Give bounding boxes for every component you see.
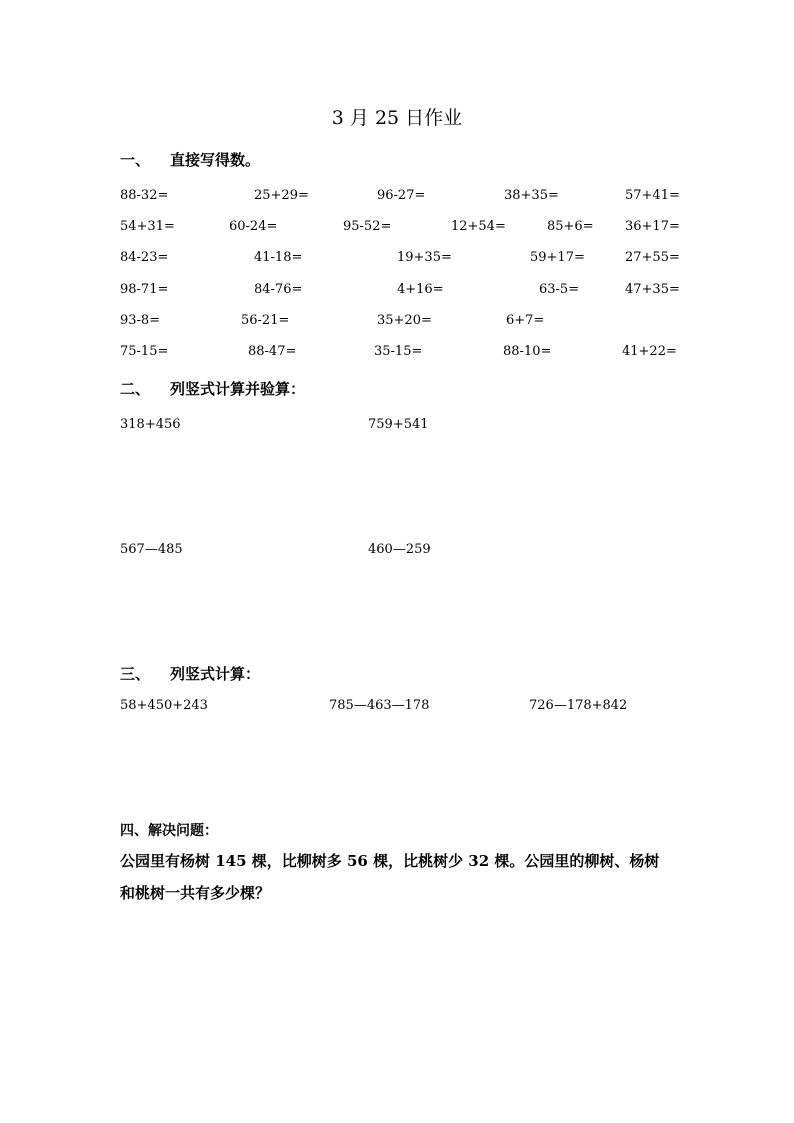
mental-math-item: 36+17= <box>625 219 680 234</box>
section-2-heading <box>120 379 305 399</box>
mental-math-item: 41-18= <box>254 250 303 265</box>
vertical-calc-problem: 567—485 <box>120 542 183 557</box>
vertical-calc-problem: 785—463—178 <box>329 698 430 713</box>
mental-math-item: 88-32= <box>120 188 169 203</box>
vertical-calc-problem: 759+541 <box>368 417 429 432</box>
section-1-number: 一、 <box>120 151 151 169</box>
mental-math-item: 84-23= <box>120 250 169 265</box>
section-3-label: 列竖式计算： <box>170 665 261 683</box>
section-1-label: 直接写得数。 <box>170 151 261 169</box>
page-title: 3 月 25 日作业 <box>331 107 463 129</box>
mental-math-item: 25+29= <box>254 188 309 203</box>
mental-math-item: 84-76= <box>254 282 303 297</box>
mental-math-item: 19+35= <box>397 250 452 265</box>
mental-math-item: 54+31= <box>120 219 175 234</box>
vertical-calc-problem: 726—178+842 <box>529 698 628 713</box>
section-3-number: 三、 <box>120 665 151 683</box>
mental-math-item: 56-21= <box>241 313 290 328</box>
section-2-number: 二、 <box>120 380 151 398</box>
mental-math-item: 75-15= <box>120 344 169 359</box>
mental-math-item: 6+7= <box>506 313 545 328</box>
mental-math-item: 98-71= <box>120 282 169 297</box>
mental-math-item: 88-47= <box>248 344 297 359</box>
section-4-heading: 四、解决问题： <box>120 823 218 839</box>
mental-math-item: 38+35= <box>504 188 559 203</box>
mental-math-item: 57+41= <box>625 188 680 203</box>
mental-math-item: 85+6= <box>547 219 594 234</box>
mental-math-item: 63-5= <box>539 282 580 297</box>
mental-math-item: 41+22= <box>622 344 677 359</box>
vertical-calc-problem: 58+450+243 <box>120 698 208 713</box>
mental-math-item: 88-10= <box>503 344 552 359</box>
mental-math-item: 35+20= <box>377 313 432 328</box>
mental-math-item: 93-8= <box>120 313 161 328</box>
mental-math-item: 95-52= <box>343 219 392 234</box>
vertical-calc-problem: 460—259 <box>368 542 431 557</box>
mental-math-item: 27+55= <box>625 250 680 265</box>
mental-math-item: 47+35= <box>625 282 680 297</box>
vertical-calc-problem: 318+456 <box>120 417 181 432</box>
section-3-heading <box>120 664 260 684</box>
mental-math-item: 59+17= <box>530 250 585 265</box>
word-problem-line-1: 公园里有杨树 145 棵，比柳树多 56 棵，比桃树少 32 棵。公园里的柳树、杨树 <box>120 852 660 870</box>
section-2-label: 列竖式计算并验算： <box>170 380 306 398</box>
section-1-heading <box>120 150 260 170</box>
mental-math-item: 96-27= <box>377 188 426 203</box>
mental-math-item: 35-15= <box>374 344 423 359</box>
mental-math-item: 60-24= <box>229 219 278 234</box>
mental-math-item: 12+54= <box>451 219 506 234</box>
word-problem-line-2: 和桃树一共有多少棵？ <box>120 884 271 902</box>
mental-math-item: 4+16= <box>397 282 444 297</box>
